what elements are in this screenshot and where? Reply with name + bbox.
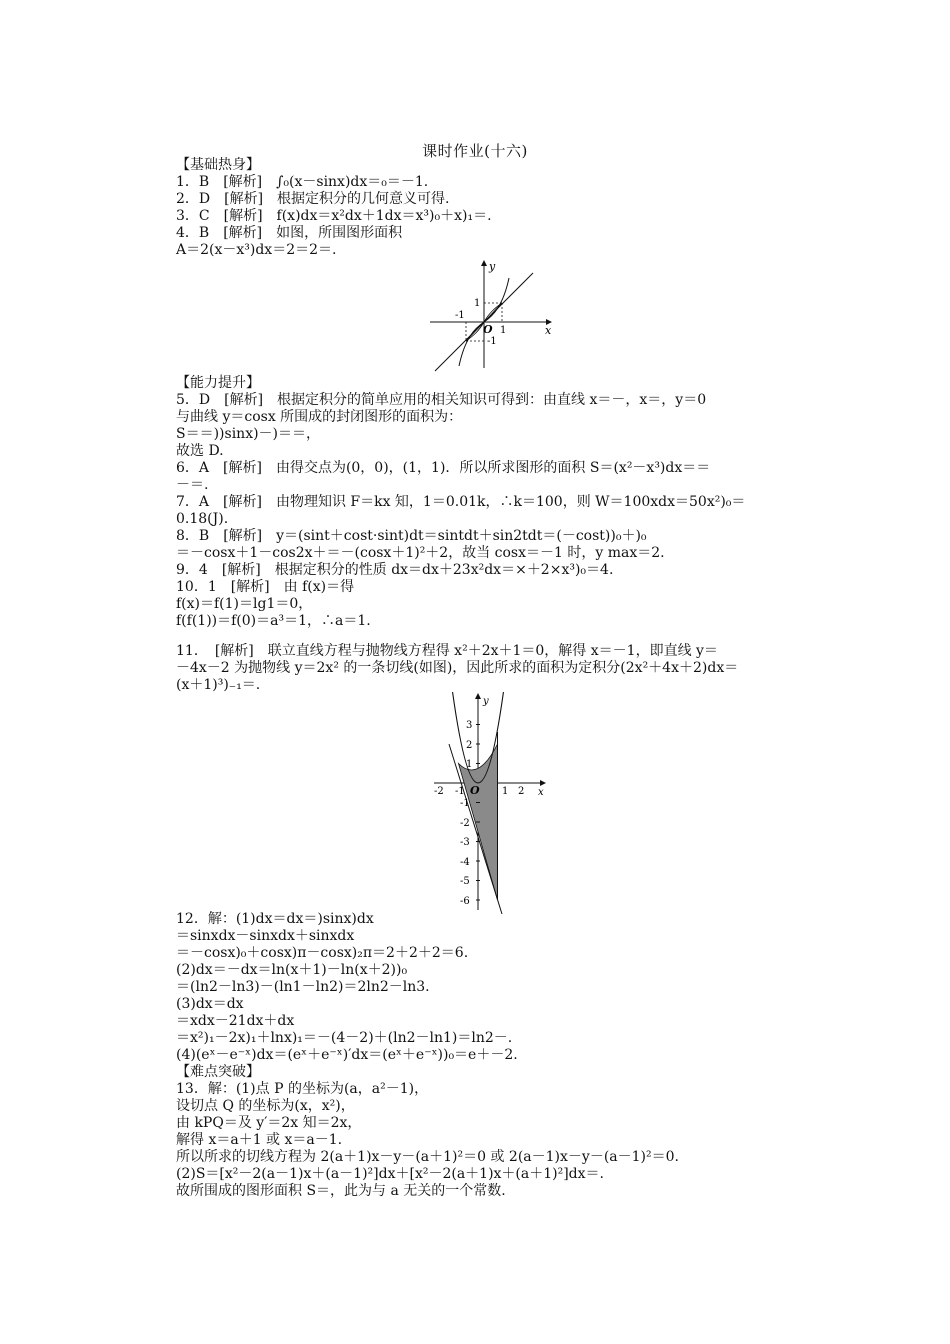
answer-10: 10．1 [解析] 由 f(x)＝得 [176, 579, 355, 595]
section-difficult: 【难点突破】 [176, 1064, 260, 1080]
fig2-x-label: x [538, 787, 544, 798]
fig1-tick: 1 [474, 298, 481, 309]
section-basic: 【基础热身】 [176, 157, 260, 173]
figure-cubic-graph [425, 258, 565, 373]
answer-12-part2: (2)dx＝－dx＝ln(x＋1)－ln(x＋2))₀ [176, 962, 408, 978]
answer-5: 5．D [解析] 根据定积分的简单应用的相关知识可得到：由直线 x＝－，x＝，y＝0 [176, 392, 707, 408]
fig1-x-label: x [545, 324, 552, 337]
answer-12-part4: (4)(eˣ－e⁻ˣ)dx＝(eˣ＋e⁻ˣ)′dx＝(eˣ＋e⁻ˣ))₀＝e＋－2. [176, 1047, 518, 1063]
answer-8-cont: ＝－cosx＋1－cos2x＋＝－(cosx＋1)²＋2，故当 cosx＝－1 时，y max＝2. [176, 545, 665, 561]
page-title: 课时作业(十六) [422, 142, 528, 160]
figure-parabola-graph [430, 692, 555, 914]
fig2-y-tick: -5 [460, 876, 470, 887]
answer-12-part2-result: ＝(ln2－ln3)－(ln1－ln2)＝2ln2－ln3. [176, 979, 430, 995]
answer-6: 6．A [解析] 由得交点为(0，0)，(1，1)．所以所求图形的面积 S＝(x²－x³)dx＝＝ [176, 460, 711, 476]
fig1-tick: 1 [500, 325, 507, 336]
answer-10-step2: f(f(1))＝f(0)＝a³＝1，∴a＝1. [176, 613, 371, 629]
answer-5-choice: 故选 D. [176, 443, 224, 459]
fig2-y-tick: -2 [460, 818, 470, 829]
fig2-y-tick: 1 [466, 759, 473, 770]
fig2-y-tick: -4 [460, 857, 470, 868]
answer-5-area: S＝＝))sinx)－)＝＝， [176, 426, 321, 442]
fig2-y-tick: 2 [466, 740, 473, 751]
answer-13-part2: (2)S＝[x²－2(a－1)x＋(a－1)²]dx＋[x²－2(a＋1)x＋(a＋1)²]dx＝. [176, 1166, 604, 1182]
fig2-x-tick: -1 [455, 786, 465, 797]
answer-1: 1．B [解析] ∫₀(x－sinx)dx＝₀＝－1. [176, 174, 429, 190]
fig2-y-tick: 3 [466, 720, 473, 731]
answer-3: 3．C [解析] f(x)dx＝x²dx＋1dx＝x³)₀＋x)₁＝. [176, 208, 492, 224]
answer-5-cont: 与曲线 y＝cosx 所围成的封闭图形的面积为： [176, 409, 463, 425]
answer-11-cont: －4x－2 为抛物线 y＝2x² 的一条切线(如图)，因此所求的面积为定积分(2x²＋4x＋2)dx＝ [176, 660, 739, 676]
answer-13-step1: 设切点 Q 的坐标为(x，x²)， [176, 1098, 355, 1114]
answer-12-part3-result: ＝x²)₁－2x)₁＋lnx)₁＝－(4－2)＋(ln2－ln1)＝ln2－. [176, 1030, 513, 1046]
answer-2: 2．D [解析] 根据定积分的几何意义可得. [176, 191, 450, 207]
fig2-x-tick: 2 [518, 786, 525, 797]
answer-11-result: (x＋1)³)₋₁＝. [176, 677, 261, 693]
section-ability: 【能力提升】 [176, 375, 260, 391]
answer-12: 12．解：(1)dx＝dx＝)sinx)dx [176, 911, 374, 927]
fig1-origin: O [483, 323, 493, 336]
answer-13: 13．解：(1)点 P 的坐标为(a，a²－1)， [176, 1081, 429, 1097]
answer-6-cont: －＝. [176, 477, 209, 493]
answer-12-step1: ＝sinxdx－sinxdx＋sinxdx [176, 928, 355, 944]
answer-7-cont: 0.18(J). [176, 511, 229, 527]
fig2-origin: O [470, 784, 480, 797]
answer-8: 8．B [解析] y＝(sint＋cost·sint)dt＝sintdt＋sin2tdt＝(－cost))₀＋)₀ [176, 528, 647, 544]
fig2-x-tick: 1 [502, 786, 509, 797]
fig2-x-tick: -2 [434, 786, 444, 797]
answer-13-step3: 解得 x＝a＋1 或 x＝a－1. [176, 1132, 343, 1148]
fig2-y-tick: -6 [460, 896, 470, 907]
fig2-y-label: y [483, 696, 489, 707]
fig2-y-tick: -3 [460, 837, 470, 848]
answer-13-step2: 由 kPQ＝及 y′＝2x 知＝2x， [176, 1115, 362, 1131]
answer-13-tangent: 所以所求的切线方程为 2(a＋1)x－y－(a＋1)²＝0 或 2(a－1)x－y－(a－1)²＝0. [176, 1149, 679, 1165]
answer-7: 7．A [解析] 由物理知识 F＝kx 知，1＝0.01k，∴k＝100，则 W＝100xdx＝50x²)₀＝ [176, 494, 746, 510]
answer-13-conclusion: 故所围成的图形面积 S＝，此为与 a 无关的一个常数. [176, 1183, 506, 1199]
fig2-y-tick: -1 [460, 798, 470, 809]
answer-9: 9．4 [解析] 根据定积分的性质 dx＝dx＋23x²dx＝×＋2×x³)₀＝4. [176, 562, 614, 578]
answer-12-step2: ＝－cosx)₀＋cosx)π－cosx)₂π＝2＋2＋2＝6. [176, 945, 469, 961]
fig1-tick: -1 [487, 336, 497, 347]
answer-11: 11． [解析] 联立直线方程与抛物线方程得 x²＋2x＋1＝0，解得 x＝－1，即直线 y＝ [176, 643, 718, 659]
answer-4: 4．B [解析] 如图，所围图形面积 [176, 225, 403, 241]
answer-12-part3-step1: ＝xdx－21dx＋dx [176, 1013, 295, 1029]
answer-4-area: A＝2(x－x³)dx＝2＝2＝. [176, 242, 337, 258]
answer-10-step1: f(x)＝f(1)＝lg1＝0， [176, 596, 313, 612]
fig1-tick: -1 [455, 310, 465, 321]
answer-12-part3: (3)dx＝dx [176, 996, 244, 1012]
fig1-y-label: y [489, 260, 496, 273]
